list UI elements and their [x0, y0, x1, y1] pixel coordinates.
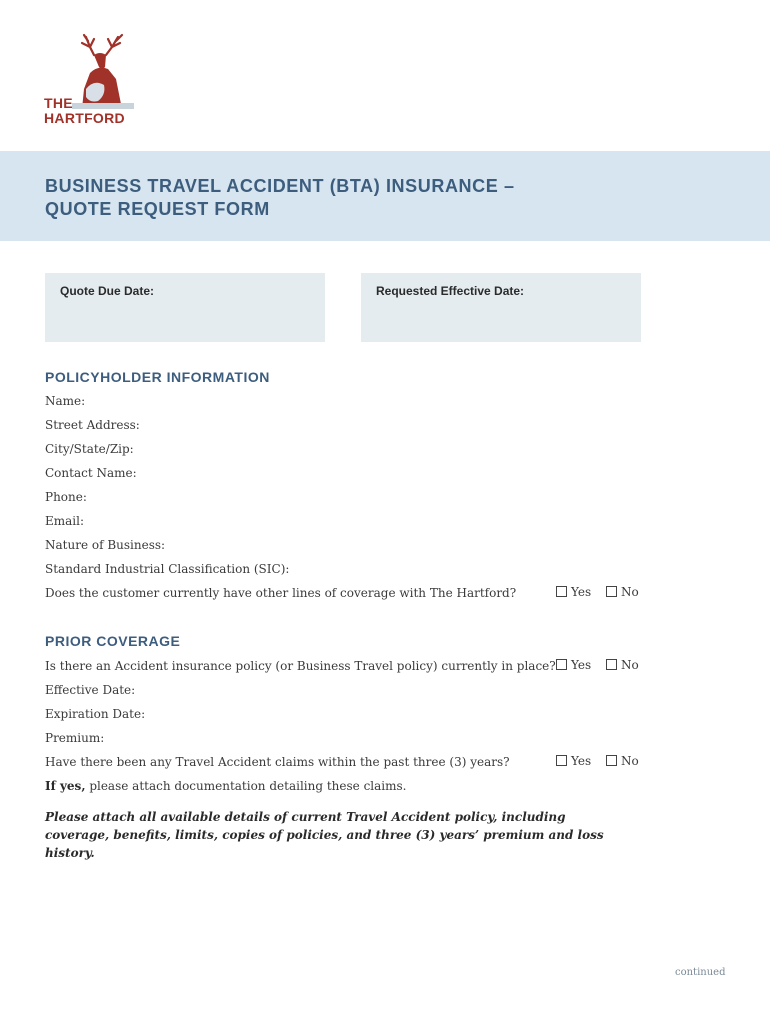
checkbox[interactable]: [556, 586, 567, 597]
no-label: No: [621, 585, 639, 599]
checkbox[interactable]: [556, 755, 567, 766]
checkbox[interactable]: [556, 659, 567, 670]
email-field: Email:: [45, 514, 85, 528]
checkbox[interactable]: [606, 659, 617, 670]
yes-label: Yes: [571, 658, 592, 672]
requested-effective-date-field[interactable]: [361, 273, 641, 342]
phone-field: Phone:: [45, 490, 87, 504]
logo-line-the: THE: [44, 95, 73, 111]
effective-date-field: Effective Date:: [45, 683, 136, 697]
attachment-note: Please attach all available details of current Travel Accident policy, including coverage, benefits, limits, copies of policies, and three (3) years’ premium and loss history.: [45, 810, 604, 860]
prior-coverage-heading: PRIOR COVERAGE: [45, 633, 181, 649]
policy-in-place-no[interactable]: [606, 657, 639, 673]
if-yes-instruction: [45, 778, 406, 794]
nature-of-business-field: Nature of Business:: [45, 538, 166, 552]
city-state-zip-field: City/State/Zip:: [45, 442, 134, 456]
quote-due-date-field[interactable]: [45, 273, 325, 342]
other-coverage-question: Does the customer currently have other lines of coverage with The Hartford?: [45, 586, 517, 600]
title-line-2: QUOTE REQUEST FORM: [45, 199, 270, 219]
checkbox[interactable]: [606, 755, 617, 766]
if-yes-bold: If yes,: [45, 779, 86, 793]
title-banner: [0, 151, 770, 241]
checkbox[interactable]: [606, 586, 617, 597]
if-yes-text: please attach documentation detailing these claims.: [85, 779, 407, 793]
sic-field: Standard Industrial Classification (SIC):: [45, 562, 290, 576]
claims-yes[interactable]: [556, 753, 591, 769]
expiration-date-field: Expiration Date:: [45, 707, 146, 721]
contact-name-field: Contact Name:: [45, 466, 137, 480]
title-line-1: BUSINESS TRAVEL ACCIDENT (BTA) INSURANCE –: [45, 176, 515, 196]
name-field: Name:: [45, 394, 86, 408]
no-label: No: [621, 754, 639, 768]
premium-field: Premium:: [45, 731, 105, 745]
other-coverage-no[interactable]: [606, 584, 639, 600]
street-address-field: Street Address:: [45, 418, 140, 432]
policy-in-place-yes[interactable]: [556, 657, 591, 673]
claims-no[interactable]: [606, 753, 639, 769]
logo-text: [44, 96, 125, 126]
no-label: No: [621, 658, 639, 672]
continued-label: continued: [675, 967, 726, 978]
policyholder-heading: POLICYHOLDER INFORMATION: [45, 369, 270, 385]
yes-label: Yes: [571, 754, 592, 768]
quote-due-date-label: Quote Due Date:: [60, 284, 155, 298]
page-title: [45, 175, 515, 221]
other-coverage-yes[interactable]: [556, 584, 591, 600]
policy-in-place-question: Is there an Accident insurance policy (or Business Travel policy) currently in place?: [45, 659, 556, 673]
claims-question: Have there been any Travel Accident claims within the past three (3) years?: [45, 755, 510, 769]
requested-effective-date-label: Requested Effective Date:: [376, 284, 525, 298]
hartford-logo: [44, 33, 139, 128]
logo-line-hartford: HARTFORD: [44, 110, 125, 126]
yes-label: Yes: [571, 585, 592, 599]
